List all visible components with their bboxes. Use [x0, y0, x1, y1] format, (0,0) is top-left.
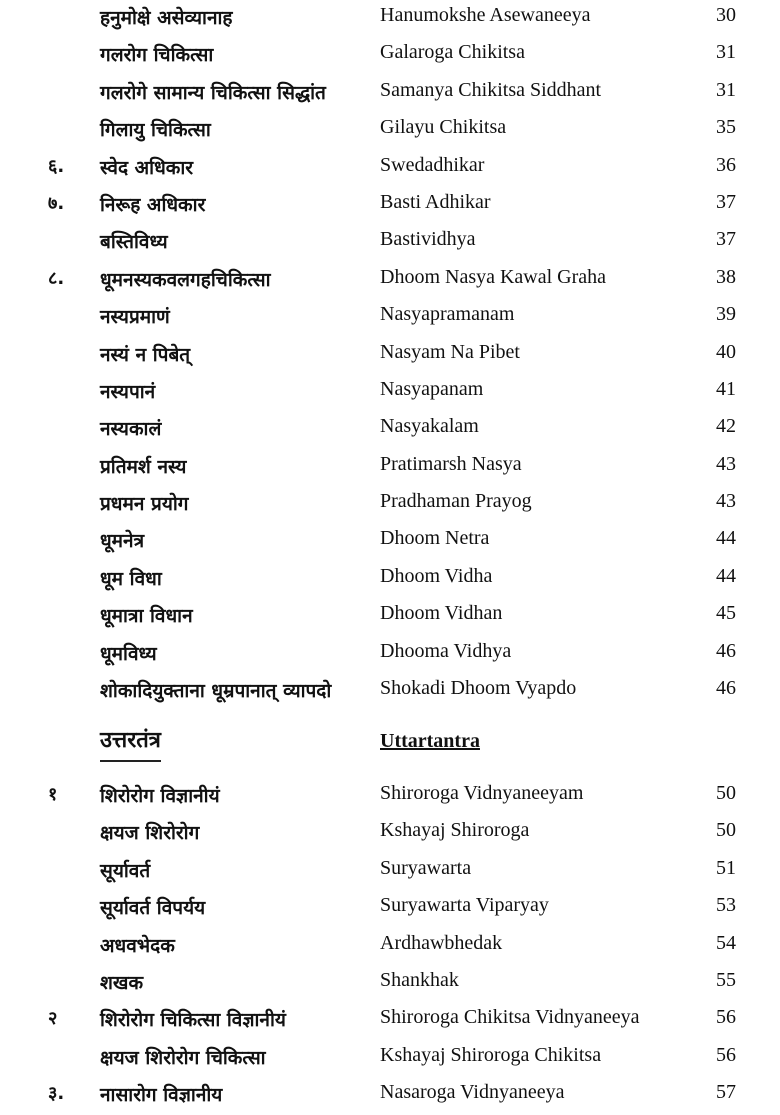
entry-title-hindi: धूम विधा [100, 567, 162, 590]
entry-title-hindi: नस्यकालं [100, 418, 162, 441]
entry-title-hindi: गलरोग चिकित्सा [100, 44, 214, 67]
entry-title-english: Suryawarta Viparyay [380, 894, 549, 917]
entry-title-hindi: धूमविध्य [100, 642, 157, 665]
entry-title-hindi: नस्यप्रमाणं [100, 306, 170, 329]
toc-entry [0, 112, 780, 149]
entry-page-number: 41 [716, 377, 736, 400]
entry-title-hindi: प्रतिमर्श नस्य [100, 455, 187, 478]
entry-page-number: 40 [716, 340, 736, 363]
entry-page-number: 35 [716, 116, 736, 139]
toc-entry [0, 636, 780, 673]
entry-title-english: Suryawarta [380, 856, 472, 879]
entry-title-english: Ardhawbhedak [380, 931, 503, 954]
toc-entry [0, 262, 780, 299]
entry-title-hindi: गिलायु चिकित्सा [100, 119, 211, 142]
entry-page-number: 51 [716, 856, 736, 879]
entry-title-english: Hanumokshe Asewaneeya [380, 4, 591, 26]
entry-title-english: Swedadhikar [380, 153, 485, 176]
entry-number: ८. [48, 267, 65, 289]
entry-page-number: 56 [716, 1006, 736, 1029]
entry-title-hindi: अधवभेदक [100, 934, 175, 957]
entry-page-number: 45 [716, 602, 736, 625]
entry-page-number: 53 [716, 894, 736, 917]
toc-entry [0, 299, 780, 336]
entry-title-hindi: निरूह अधिकार [100, 193, 206, 216]
entry-page-number: 56 [716, 1043, 736, 1066]
entry-page-number: 42 [716, 415, 736, 438]
entry-title-english: Nasyapramanam [380, 303, 515, 326]
toc-entry [0, 561, 780, 598]
entry-title-hindi: नस्यपानं [100, 380, 156, 403]
entry-title-hindi: स्वेद अधिकार [100, 156, 194, 179]
entry-title-english: Dhoom Vidhan [380, 602, 503, 625]
entry-title-english: Dhoom Nasya Kawal Graha [380, 265, 607, 288]
toc-entry [0, 1040, 780, 1077]
entry-title-english: Bastividhya [380, 228, 476, 251]
entry-page-number: 54 [716, 931, 736, 954]
entry-title-hindi: क्षयज शिरोरोग [100, 822, 200, 845]
entry-title-english: Galaroga Chikitsa [380, 41, 525, 64]
entry-page-number: 31 [716, 41, 736, 64]
entry-page-number: 43 [716, 452, 736, 475]
entry-page-number: 43 [716, 490, 736, 513]
entry-title-hindi: शिरोरोग चिकित्सा विज्ञानीयं [100, 1009, 286, 1032]
entry-title-english: Shankhak [380, 968, 459, 991]
toc-entry [0, 1002, 780, 1039]
toc-entry [0, 778, 780, 815]
section-heading [0, 724, 780, 764]
entry-title-hindi: सूर्यावर्त [100, 859, 151, 882]
entry-page-number: 30 [716, 4, 736, 26]
entry-page-number: 46 [716, 639, 736, 662]
toc-entry [0, 673, 780, 710]
entry-title-english: Basti Adhikar [380, 190, 491, 213]
entry-number: १ [48, 784, 58, 805]
entry-title-hindi: हनुमोक्षे असेव्यानाह [100, 7, 233, 29]
toc-entry [0, 449, 780, 486]
toc-entry [0, 523, 780, 560]
entry-title-hindi: गलरोगे सामान्य चिकित्सा सिद्धांत [100, 81, 326, 104]
entry-page-number: 38 [716, 265, 736, 288]
entry-page-number: 44 [716, 527, 736, 550]
section-heading-hindi: उत्तरतंत्र [100, 724, 161, 762]
entry-title-hindi: शखक [100, 971, 144, 994]
toc-entry [0, 411, 780, 448]
entry-page-number: 31 [716, 78, 736, 101]
entry-page-number: 37 [716, 228, 736, 251]
entry-page-number: 57 [716, 1081, 736, 1104]
entry-title-english: Nasyam Na Pibet [380, 340, 520, 363]
toc-entry [0, 0, 780, 37]
entry-title-hindi: बस्तिविध्य [100, 231, 168, 254]
entry-page-number: 37 [716, 190, 736, 213]
entry-title-english: Shiroroga Chikitsa Vidnyaneeya [380, 1006, 640, 1029]
entry-title-hindi: धूमनेत्र [100, 530, 145, 553]
toc-entry [0, 374, 780, 411]
entry-page-number: 50 [716, 782, 736, 804]
entry-title-english: Nasaroga Vidnyaneeya [380, 1081, 565, 1104]
toc-entry [0, 337, 780, 374]
toc-entry [0, 815, 780, 852]
entry-number: ७. [48, 192, 65, 214]
toc-entry [0, 187, 780, 224]
entry-title-english: Gilayu Chikitsa [380, 116, 507, 139]
section-heading-english: Uttartantra [380, 730, 480, 752]
toc-entry [0, 965, 780, 1002]
entry-title-hindi: प्रधमन प्रयोग [100, 493, 189, 516]
entry-title-hindi: नस्यं न पिबेत् [100, 343, 191, 366]
entry-title-english: Kshayaj Shiroroga [380, 819, 530, 842]
entry-title-hindi: धूमनस्यकवलगहचिकित्सा [100, 268, 271, 291]
entry-number: ३. [48, 1083, 65, 1105]
entry-title-hindi: नासारोग विज्ञानीय [100, 1084, 223, 1107]
entry-page-number: 55 [716, 968, 736, 991]
entry-page-number: 39 [716, 303, 736, 326]
contents-list-section-2 [0, 778, 780, 1115]
entry-page-number: 44 [716, 564, 736, 587]
entry-title-english: Kshayaj Shiroroga Chikitsa [380, 1043, 602, 1066]
entry-title-english: Pratimarsh Nasya [380, 452, 522, 475]
entry-title-english: Shiroroga Vidnyaneeyam [380, 782, 584, 804]
entry-title-english: Dhoom Vidha [380, 564, 493, 587]
toc-entry [0, 224, 780, 261]
toc-entry [0, 928, 780, 965]
toc-entry [0, 598, 780, 635]
entry-title-hindi: सूर्यावर्त विपर्यय [100, 897, 206, 920]
entry-title-english: Shokadi Dhoom Vyapdo [380, 677, 577, 700]
toc-entry [0, 150, 780, 187]
entry-title-hindi: क्षयज शिरोरोग चिकित्सा [100, 1046, 266, 1069]
toc-entry [0, 75, 780, 112]
entry-page-number: 36 [716, 153, 736, 176]
entry-title-hindi: धूमात्रा विधान [100, 605, 193, 628]
entry-title-hindi: शिरोरोग विज्ञानीयं [100, 785, 220, 807]
entry-title-english: Pradhaman Prayog [380, 490, 532, 513]
entry-title-english: Dhooma Vidhya [380, 639, 512, 662]
entry-title-english: Samanya Chikitsa Siddhant [380, 78, 602, 101]
toc-entry [0, 486, 780, 523]
toc-entry [0, 1077, 780, 1114]
entry-page-number: 50 [716, 819, 736, 842]
toc-entry [0, 890, 780, 927]
entry-number: २ [48, 1008, 58, 1030]
entry-title-english: Dhoom Netra [380, 527, 490, 550]
entry-title-english: Nasyapanam [380, 377, 484, 400]
entry-title-english: Nasyakalam [380, 415, 479, 438]
entry-page-number: 46 [716, 677, 736, 700]
entry-title-hindi: शोकादियुक्ताना धूम्रपानात् व्यापदो [100, 680, 332, 703]
entry-number: ६. [48, 155, 65, 177]
toc-entry [0, 853, 780, 890]
toc-entry [0, 37, 780, 74]
